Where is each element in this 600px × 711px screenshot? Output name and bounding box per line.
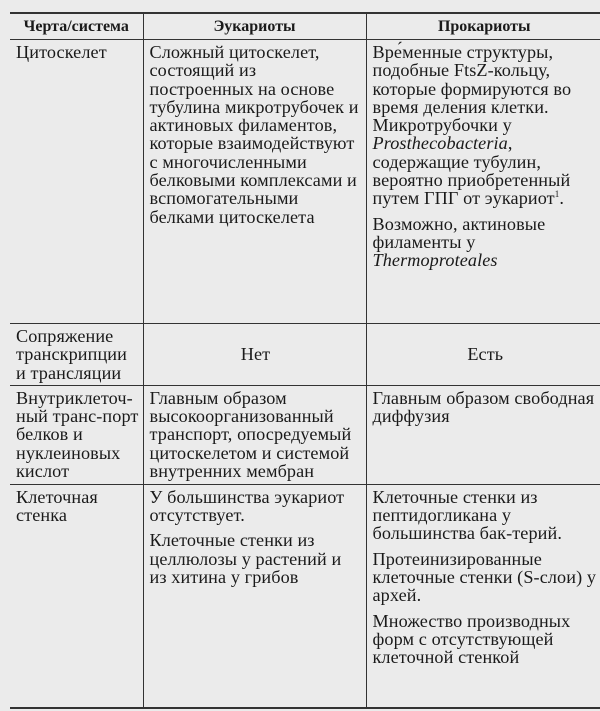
feature-label: Клеточная стенка [16, 486, 98, 526]
eukaryotes-cell [143, 40, 366, 324]
feature-cell [10, 385, 143, 484]
feature-cell [10, 40, 143, 324]
header-prokaryotes: Прокариоты [366, 13, 600, 40]
feature-label: Цитоскелет [16, 42, 107, 62]
prokaryotes-cell [366, 385, 600, 484]
comparison-table [10, 12, 600, 709]
prokaryotes-text: Множество производных форм с отсутствующей клеточной стенкой [372, 610, 571, 668]
prokaryotes-text: Протеинизированные клеточные стенки (S-слои) у архей. [372, 548, 597, 606]
eukaryotes-cell [143, 484, 366, 708]
feature-cell [10, 324, 143, 386]
feature-label: Внутриклеточ-ный транс-порт белков и нуклеиновых кислот [16, 387, 139, 482]
table-row [10, 324, 600, 386]
eukaryotes-cell [143, 385, 366, 484]
prokaryotes-text: Клеточные стенки из пептидогликана у большинства бак-терий. [372, 486, 562, 544]
eukaryotes-cell: Нет [143, 324, 366, 386]
eukaryotes-text: Главным образом высокоорганизованный транспорт, опосредуемый цитоскелетом и системой внутренних мембран [149, 387, 352, 482]
feature-label: Сопряжение транскрипции и трансляции [16, 326, 127, 383]
eukaryotes-text: У большинства эукариот отсутствует. [149, 486, 345, 526]
prokaryotes-cell [366, 484, 600, 708]
header-eukaryotes: Эукариоты [143, 13, 366, 40]
prokaryotes-text: Главным образом свободная диффузия [372, 387, 595, 427]
eukaryotes-text: Клеточные стенки из целлюлозы у растений и из хитина у грибов [149, 530, 342, 588]
prokaryotes-cell [366, 40, 600, 324]
prokaryotes-text: Возможно, актиновые филаменты у Thermoproteales [372, 213, 546, 271]
header-row [10, 13, 600, 40]
prokaryotes-text: Вре́менные структуры, подобные FtsZ-кольцу, которые формируются во время деления клетки. Микротрубочки у Prosthecobacteria, содержащие тубулин, вероятно приобретенный путем ГПГ от эукариот$^1$. [372, 42, 572, 209]
eukaryotes-text: Сложный цитоскелет, состоящий из построенных на основе тубулина микротрубочек и актиновых филаментов, которые взаимодействуют с многочисленными белковыми комплексами и вспомогательными белками цитоскелета [149, 42, 359, 227]
table-row [10, 40, 600, 324]
table-row [10, 484, 600, 708]
header-feature: Черта/система [10, 13, 143, 40]
feature-cell [10, 484, 143, 708]
prokaryotes-cell: Есть [366, 324, 600, 386]
table-row [10, 385, 600, 484]
footnote-marker: 1 [554, 189, 560, 200]
